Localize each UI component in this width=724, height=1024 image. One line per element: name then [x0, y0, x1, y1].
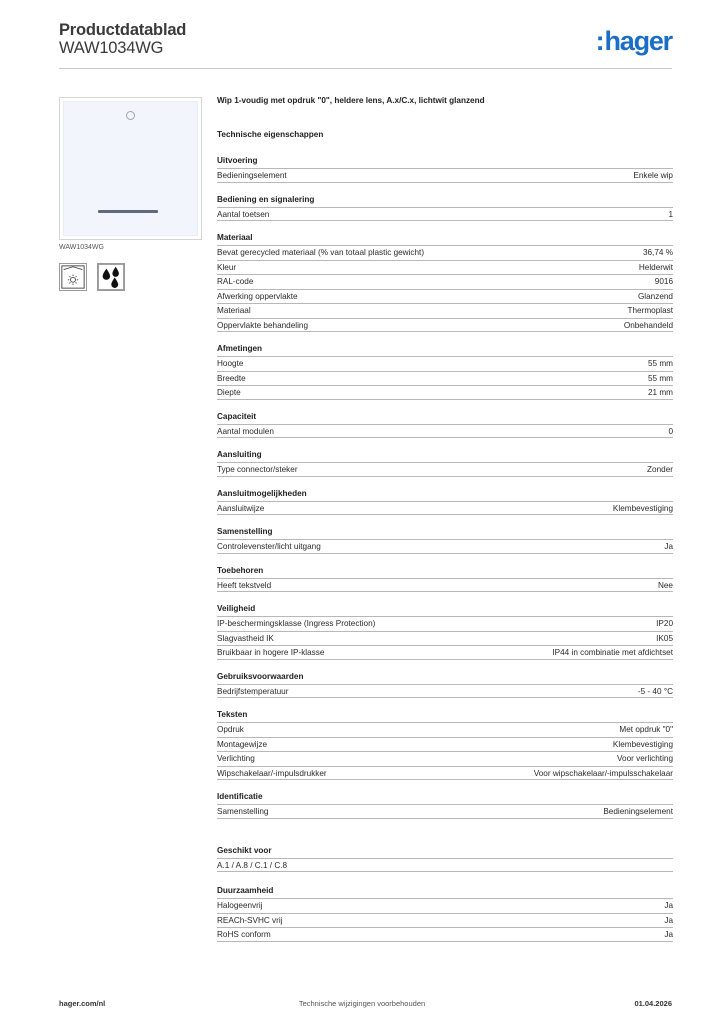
page-title: Productdatablad: [59, 21, 187, 39]
spec-sections: [217, 154, 673, 819]
spec-row: [217, 260, 673, 275]
section-title: Uitvoering: [217, 156, 258, 165]
section-title: Toebehoren: [217, 565, 264, 575]
switch-indicator-bar: [98, 210, 158, 213]
spec-row: [217, 289, 673, 304]
spec-section: [217, 342, 673, 400]
section-title: Veiligheid: [217, 604, 256, 613]
product-description: Wip 1-voudig met opdruk "0", heldere lens, A.x/C.x, lichtwit glanzend: [217, 96, 485, 105]
spec-value: Onbehandeld: [623, 320, 673, 330]
spec-label: A.1 / A.8 / C.1 / C.8: [217, 860, 288, 870]
spec-label: Bevat gerecycled materiaal (% van totaal plastic gewicht): [217, 248, 425, 257]
header-divider: [59, 68, 672, 69]
logo-text: hager: [604, 26, 672, 56]
spec-label: Type connector/steker: [217, 465, 298, 474]
spec-label: Kleur: [217, 262, 237, 272]
spec-section: [217, 231, 673, 332]
section-title: Afmetingen: [217, 344, 263, 353]
water-drops-icon: [97, 263, 125, 291]
section-title: Duurzaamheid: [217, 886, 274, 895]
spec-value: Voor wipschakelaar/-impulsschakelaar: [533, 768, 673, 778]
spec-section: [217, 448, 673, 477]
section-title: Aansluitmogelijkheden: [217, 488, 307, 498]
spec-row: [217, 898, 673, 913]
spec-value: 55 mm: [647, 373, 673, 383]
spec-section: [217, 670, 673, 699]
spec-value: Ja: [664, 930, 673, 939]
spec-label: Aantal toetsen: [217, 209, 270, 219]
spec-label: Materiaal: [217, 306, 251, 315]
spec-label: Hoogte: [217, 359, 244, 368]
spec-value: Thermoplast: [627, 306, 673, 315]
spec-section: [217, 564, 673, 593]
logo-colon: :: [595, 26, 604, 56]
spec-label: Bruikbaar in hogere IP-klasse: [217, 648, 325, 657]
spec-value: -5 - 40 °C: [637, 686, 673, 696]
spec-row: [217, 578, 673, 593]
spec-value: 55 mm: [647, 359, 673, 368]
switch-lens: [126, 111, 135, 120]
spec-section: [217, 193, 673, 222]
product-image: [59, 97, 202, 240]
spec-row: [217, 207, 673, 222]
spec-row: [217, 371, 673, 386]
spec-label: Oppervlakte behandeling: [217, 320, 309, 330]
spec-label: Slagvastheid IK: [217, 633, 274, 643]
spec-value: Helderwit: [638, 262, 673, 272]
spec-row: [217, 501, 673, 516]
spec-section: [217, 487, 673, 516]
spec-label: Bedrijfstemperatuur: [217, 686, 289, 696]
spec-label: Verlichting: [217, 754, 255, 763]
spec-value: Klembevestiging: [612, 503, 673, 513]
indoor-light-icon: [59, 263, 87, 291]
spec-value: 9016: [654, 277, 673, 286]
spec-value: Klembevestiging: [612, 739, 673, 749]
spec-label: Aansluitwijze: [217, 503, 265, 513]
spec-value: IP44 in combinatie met afdichtset: [552, 648, 673, 657]
section-title: Gebruiksvoorwaarden: [217, 671, 304, 681]
spec-label: Diepte: [217, 388, 241, 397]
spec-row: [217, 631, 673, 646]
spec-section: [217, 410, 673, 439]
spec-row: [217, 462, 673, 477]
spec-row: [217, 927, 673, 942]
spec-label: IP-beschermingsklasse (Ingress Protection): [217, 619, 376, 628]
spec-label: Montagewijze: [217, 739, 268, 749]
spec-value: Zonder: [647, 465, 673, 474]
spec-label: RoHS conform: [217, 930, 271, 939]
footer-disclaimer: Technische wijzigingen voorbehouden: [298, 999, 426, 1008]
spec-row: [217, 751, 673, 766]
spec-section: [217, 790, 673, 819]
spec-section: [217, 602, 673, 660]
spec-row: [217, 804, 673, 819]
spec-value: Bedieningselement: [603, 807, 673, 816]
section-title: Aansluiting: [217, 450, 262, 459]
section-title: Teksten: [217, 710, 248, 719]
spec-row: [217, 645, 673, 660]
footer-date: 01.04.2026: [634, 999, 672, 1008]
spec-value: Ja: [664, 901, 673, 910]
tech-properties-heading: Technische eigenschappen: [217, 130, 324, 139]
spec-section: [217, 154, 673, 183]
spec-row: [217, 766, 673, 781]
spec-value: Enkele wip: [633, 171, 673, 180]
spec-value: IK05: [656, 633, 673, 643]
spec-row: [217, 913, 673, 928]
image-caption: WAW1034WG: [59, 244, 104, 251]
section-title: Bediening en signalering: [217, 194, 315, 204]
product-code: WAW1034WG: [59, 39, 164, 57]
spec-label: REACh-SVHC vrij: [217, 915, 283, 925]
section-title: Samenstelling: [217, 527, 273, 536]
spec-row: [217, 539, 673, 554]
footer-website: hager.com/nl: [59, 999, 106, 1008]
hager-logo: [596, 26, 672, 57]
spec-row: [217, 168, 673, 183]
suitable-section: [217, 844, 673, 873]
spec-label: Controlevenster/licht uitgang: [217, 542, 321, 551]
spec-value: Voor verlichting: [617, 754, 673, 763]
spec-value: 21 mm: [647, 388, 673, 397]
spec-label: Afwerking oppervlakte: [217, 291, 298, 301]
section-title: Identificatie: [217, 792, 263, 801]
spec-value: Ja: [664, 542, 673, 551]
spec-value: 36,74 %: [642, 248, 673, 257]
spec-label: Halogeenvrij: [217, 901, 263, 910]
spec-row: [217, 385, 673, 400]
spec-row: [217, 737, 673, 752]
spec-label: Aantal modulen: [217, 426, 274, 436]
spec-row: [217, 356, 673, 371]
spec-value: 0: [668, 426, 673, 436]
section-title: Capaciteit: [217, 411, 257, 421]
spec-row: [217, 722, 673, 737]
spec-row: [217, 245, 673, 260]
spec-value: 1: [668, 209, 673, 219]
spec-label: Bedieningselement: [217, 171, 287, 180]
switch-plate: [63, 101, 198, 236]
spec-section: [217, 525, 673, 554]
spec-row: [217, 858, 673, 873]
spec-label: Wipschakelaar/-impulsdrukker: [217, 768, 327, 778]
sustainability-section: [217, 884, 673, 942]
spec-value: Ja: [664, 915, 673, 925]
spec-label: Heeft tekstveld: [217, 580, 272, 590]
spec-label: Samenstelling: [217, 807, 269, 816]
spec-value: Nee: [657, 580, 673, 590]
section-title: Materiaal: [217, 233, 253, 242]
spec-label: Opdruk: [217, 725, 244, 734]
spec-row: [217, 274, 673, 289]
spec-row: [217, 616, 673, 631]
spec-row: [217, 303, 673, 318]
section-title: Geschikt voor: [217, 845, 272, 855]
spec-value: Glanzend: [637, 291, 673, 301]
spec-section: [217, 708, 673, 780]
spec-label: RAL-code: [217, 277, 254, 286]
spec-value: IP20: [656, 619, 673, 628]
spec-column: [217, 94, 673, 942]
spec-label: Breedte: [217, 373, 246, 383]
spec-row: [217, 424, 673, 439]
spec-value: Met opdruk "0": [619, 725, 673, 734]
spec-row: [217, 684, 673, 699]
spec-row: [217, 318, 673, 333]
